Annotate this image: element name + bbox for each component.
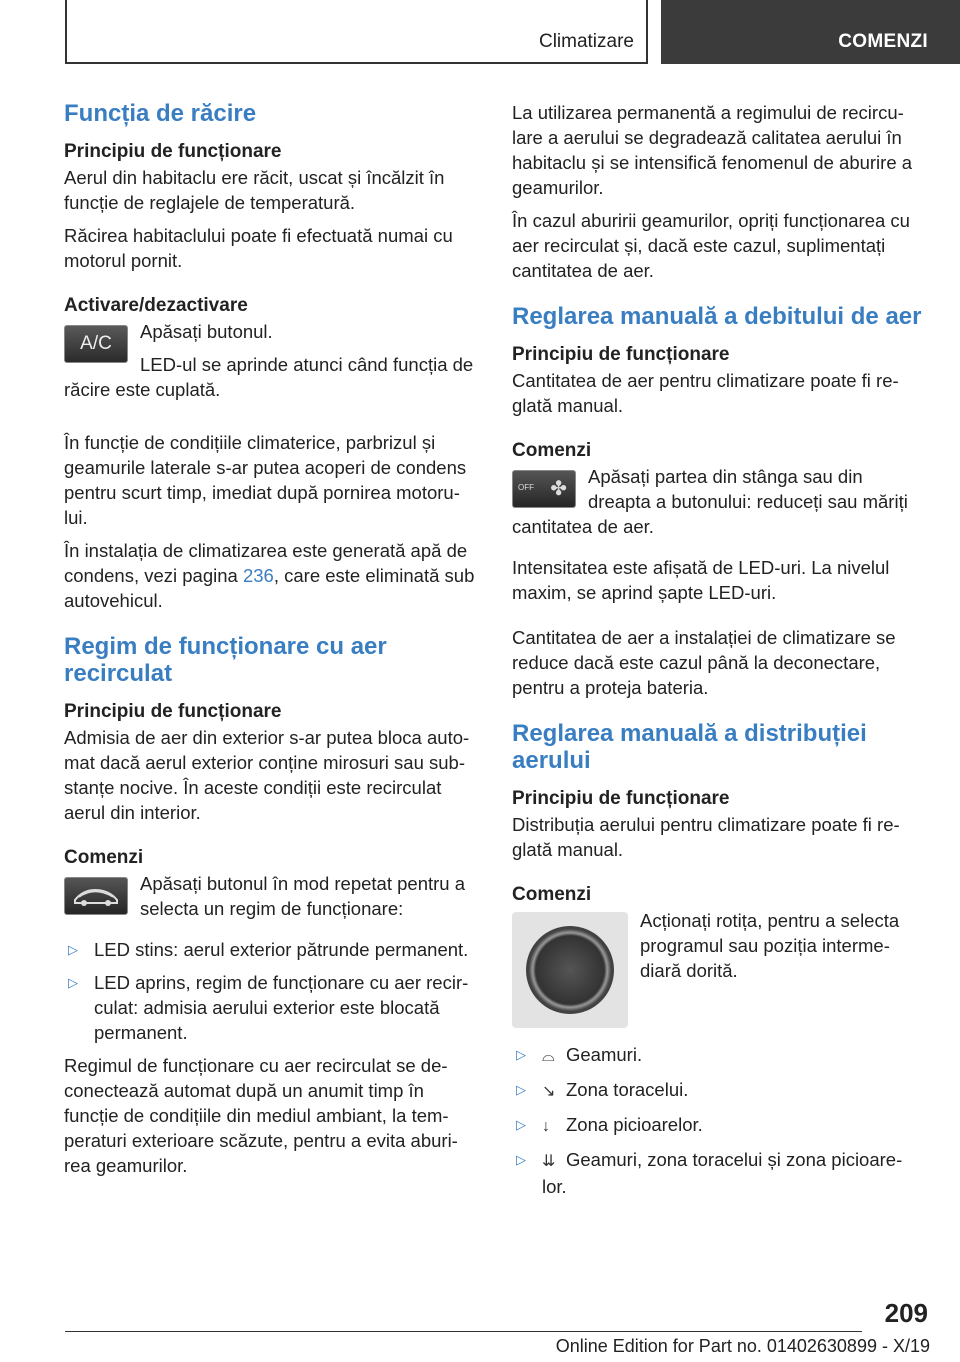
paragraph: Cantitatea de aer a instalației de climatizare se reduce dacă este cazul până la deconectare, pentru a proteja bateria. (512, 627, 896, 698)
windshield-icon: ⌓ (542, 1048, 555, 1065)
paragraph: În cazul aburirii geamurilor, opriți funcționarea cu aer recirculat și, dacă este cazul, suplimentați cantitatea de aer. (512, 210, 910, 281)
upper-body-icon: ↘ (542, 1083, 556, 1100)
paragraph: Intensitatea este afișată de LED-uri. La nivelul maxim, se aprind șapte LED-uri. (512, 557, 890, 603)
subheading-dist-principle: Principiu de funcționare (512, 788, 730, 809)
heading-distribution: Reglarea manuală a distribuției aerului (512, 720, 867, 774)
page-reference-link[interactable]: 236 (242, 565, 274, 586)
subheading-controls: Comenzi (64, 847, 144, 868)
triangle-bullet-icon: ▷ (516, 1152, 526, 1167)
page-number: 209 (884, 1298, 928, 1328)
list-item-text: Geamuri. (566, 1044, 643, 1065)
list-item-text: LED aprins, regim de funcționare cu aer recir-culat: admisia aerului exterior este blocată permanent. (94, 972, 469, 1043)
paragraph: Apăsați butonul. (140, 321, 273, 342)
triangle-bullet-icon: ▷ (68, 942, 78, 957)
list-item (64, 937, 478, 962)
paragraph-with-link (64, 538, 478, 613)
subheading-controls: Comenzi (512, 440, 592, 461)
paragraph: Regimul de funcționare cu aer recirculat se de-conectează automat după un anumit timp în funcție de condițiile din mediul ambiant, la tem-peraturi exterioare scăzute, pentru a evita aburi-rea geamurilor. (64, 1055, 458, 1176)
header-chapter-title: COMENZI (838, 31, 928, 52)
left-column (64, 100, 478, 1186)
off-label: OFF (518, 483, 534, 492)
ac-button-image: A/C (64, 325, 128, 363)
list-item-text: Zona toracelui. (566, 1079, 689, 1100)
knob-instruction (512, 908, 926, 1034)
right-column (512, 100, 926, 1207)
paragraph: Apăsați butonul în mod repetat pentru a selecta un regim de funcționare: (140, 873, 465, 919)
subheading-cooling-principle: Principiu de funcționare (64, 141, 282, 162)
footer-divider (65, 1331, 862, 1332)
footwell-icon: ↓ (542, 1118, 550, 1135)
text: În instalația de climatizarea este generată apă de condens, vezi pagina (64, 540, 468, 586)
header-section-title: Climatizare (538, 31, 634, 52)
list-item (64, 970, 478, 1045)
list-item (512, 1042, 926, 1069)
list-item (512, 1112, 926, 1139)
list-item-text: Zona picioarelor. (566, 1114, 703, 1135)
distribution-knob-image (512, 912, 628, 1028)
triangle-bullet-icon: ▷ (516, 1047, 526, 1062)
triangle-bullet-icon: ▷ (68, 975, 78, 990)
subheading-recirc-principle: Principiu de funcționare (64, 701, 282, 722)
paragraph: Distribuția aerului pentru climatizare poate fi re-glată manual. (512, 814, 900, 860)
heading-airflow: Reglarea manuală a debitului de aer (512, 303, 922, 330)
paragraph: Apăsați partea din stânga sau din dreapta a butonului: reduceți sau măriți cantitatea de aer. (512, 466, 908, 537)
paragraph: Acționați rotița, pentru a selecta programul sau poziția interme-diară dorită. (640, 910, 900, 981)
subheading-activation: Activare/dezactivare (64, 295, 248, 316)
fan-button-image (512, 470, 576, 508)
list-item-text: Geamuri, zona toracelui și zona picioare-lor. (542, 1149, 903, 1197)
ac-button-instruction (64, 319, 478, 410)
list-item (512, 1077, 926, 1104)
subheading-controls: Comenzi (512, 884, 592, 905)
airflow-button-instruction (512, 464, 926, 547)
recirculation-button-image (64, 877, 128, 915)
recirc-mode-list (64, 937, 478, 1045)
heading-recirculation: Regim de funcționare cu aer recirculat (64, 633, 387, 687)
recirc-button-instruction (64, 871, 478, 929)
footer-edition: Online Edition for Part no. 01402630899 - X/19 (555, 1336, 930, 1356)
recirculation-car-icon (65, 878, 127, 914)
text: , care este eliminată sub autovehicul. (64, 565, 475, 611)
paragraph: LED-ul se aprinde atunci când funcția de răcire este cuplată. (64, 354, 474, 400)
distribution-list (512, 1042, 926, 1199)
subheading-airflow-principle: Principiu de funcționare (512, 344, 730, 365)
fan-icon: ✤ (550, 478, 567, 500)
heading-cooling-function: Funcția de răcire (64, 100, 257, 127)
paragraph: Aerul din habitaclu ere răcit, uscat și încălzit în funcție de reglajele de temperatură. (64, 167, 445, 213)
paragraph: Cantitatea de aer pentru climatizare poate fi re-glată manual. (512, 370, 899, 416)
list-item-text: LED stins: aerul exterior pătrunde permanent. (94, 939, 469, 960)
triangle-bullet-icon: ▷ (516, 1117, 526, 1132)
paragraph: În funcție de condițiile climaterice, parbrizul și geamurile laterale s-ar putea acoperi de condens pentru scurt timp, imediat după pornirea motoru-lui. (64, 432, 467, 528)
list-item (512, 1147, 926, 1199)
all-zones-icon: ⇊ (542, 1153, 556, 1170)
rotary-knob-icon (526, 926, 614, 1014)
header-chapter-tab (661, 0, 960, 64)
paragraph: Admisia de aer din exterior s-ar putea bloca auto-mat dacă aerul exterior conține mirosuri sau sub-stanțe nocive. În aceste condiții este recirculat aerul din interior. (64, 727, 470, 823)
paragraph: Răcirea habitaclului poate fi efectuată numai cu motorul pornit. (64, 225, 453, 271)
triangle-bullet-icon: ▷ (516, 1082, 526, 1097)
paragraph: La utilizarea permanentă a regimului de recircu-lare a aerului se degradează calitatea aerului în habitaclu și se intensifică fenomenul de aburire a geamurilor. (512, 102, 913, 198)
header-section-box (65, 0, 648, 64)
